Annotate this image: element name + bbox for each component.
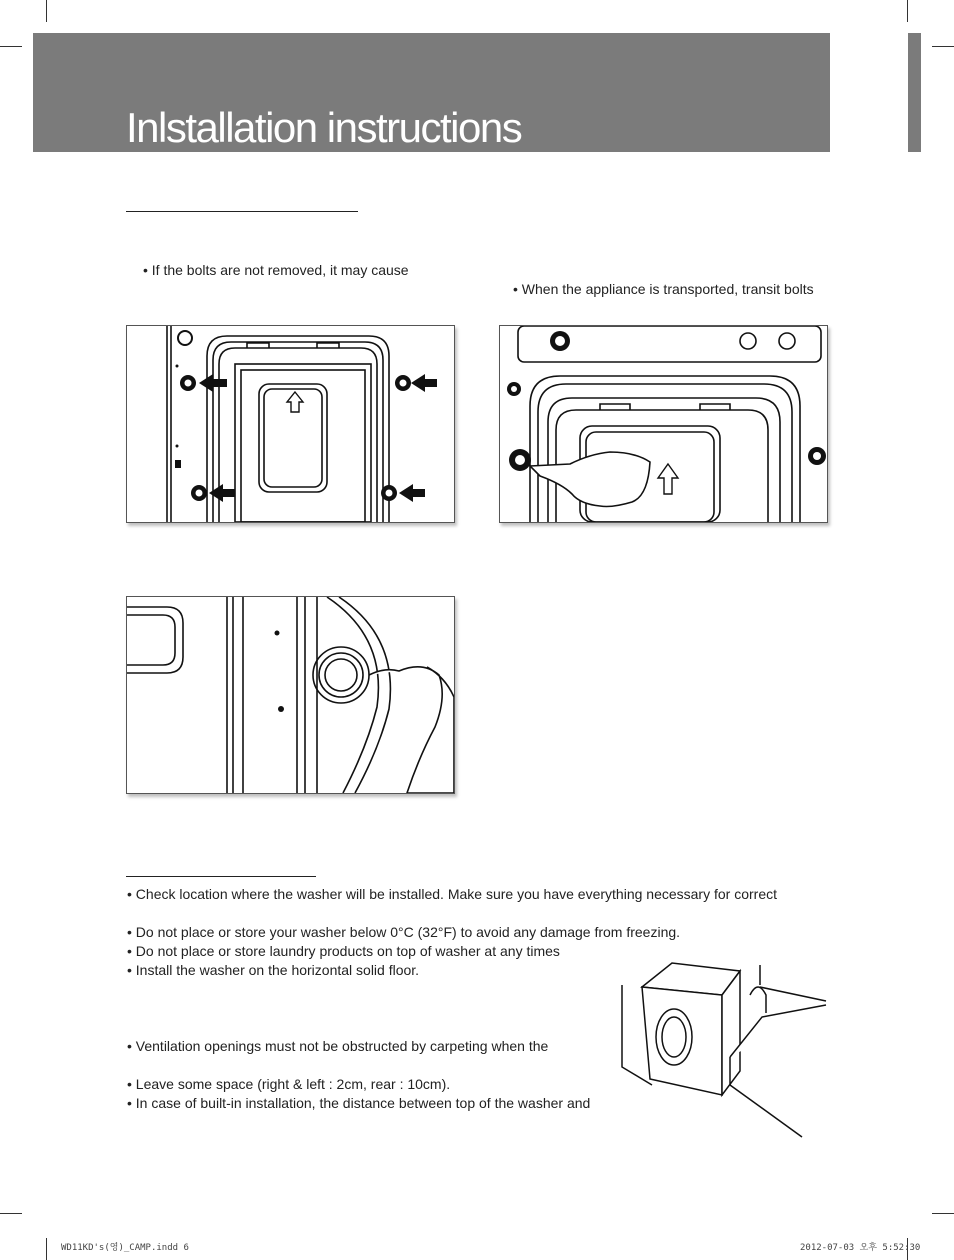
crop-mark [46,1238,47,1260]
bullet-transit-bolts: • When the appliance is transported, transit bolts [513,281,814,297]
crop-mark [0,1213,22,1214]
footer-timestamp: 2012-07-03 오후 5:52:30 [800,1243,921,1253]
crop-mark [907,0,908,22]
crop-mark [0,46,22,47]
bullet-solid-floor: • Install the washer on the horizontal solid floor. [127,962,420,978]
bullet-check-location: • Check location where the washer will be installed. Make sure you have everything necessary for correct [127,886,777,902]
crop-mark [932,1213,954,1214]
up-arrow-icon [287,392,303,412]
section-rule [126,876,316,877]
section-rule [126,211,358,212]
bullet-spacing: • Leave some space (right & left : 2cm, rear : 10cm). [127,1076,451,1092]
crop-mark [932,46,954,47]
bullet-ventilation: • Ventilation openings must not be obstructed by carpeting when the [127,1038,549,1054]
figure-remove-bolt [499,325,828,523]
figure-bolt-closeup [126,596,455,794]
washer-illustration [612,955,828,1141]
bullet-bolts-warning: • If the bolts are not removed, it may cause [143,262,409,278]
hand-illustration [369,667,454,793]
bullet-laundry-products: • Do not place or store laundry products on top of washer at any times [127,943,560,959]
side-tab [908,33,921,152]
figure-rear-panel-bolts [126,325,455,523]
up-arrow-icon [658,464,678,494]
footer-filename: WD11KD's(영)_CAMP.indd 6 [61,1243,189,1253]
bullet-freezing: • Do not place or store your washer below 0°C (32°F) to avoid any damage from freezing. [127,924,681,940]
crop-mark [46,0,47,22]
page-title: Inlstallation instructions [126,104,522,151]
bullet-built-in: • In case of built-in installation, the distance between top of the washer and [127,1095,591,1111]
